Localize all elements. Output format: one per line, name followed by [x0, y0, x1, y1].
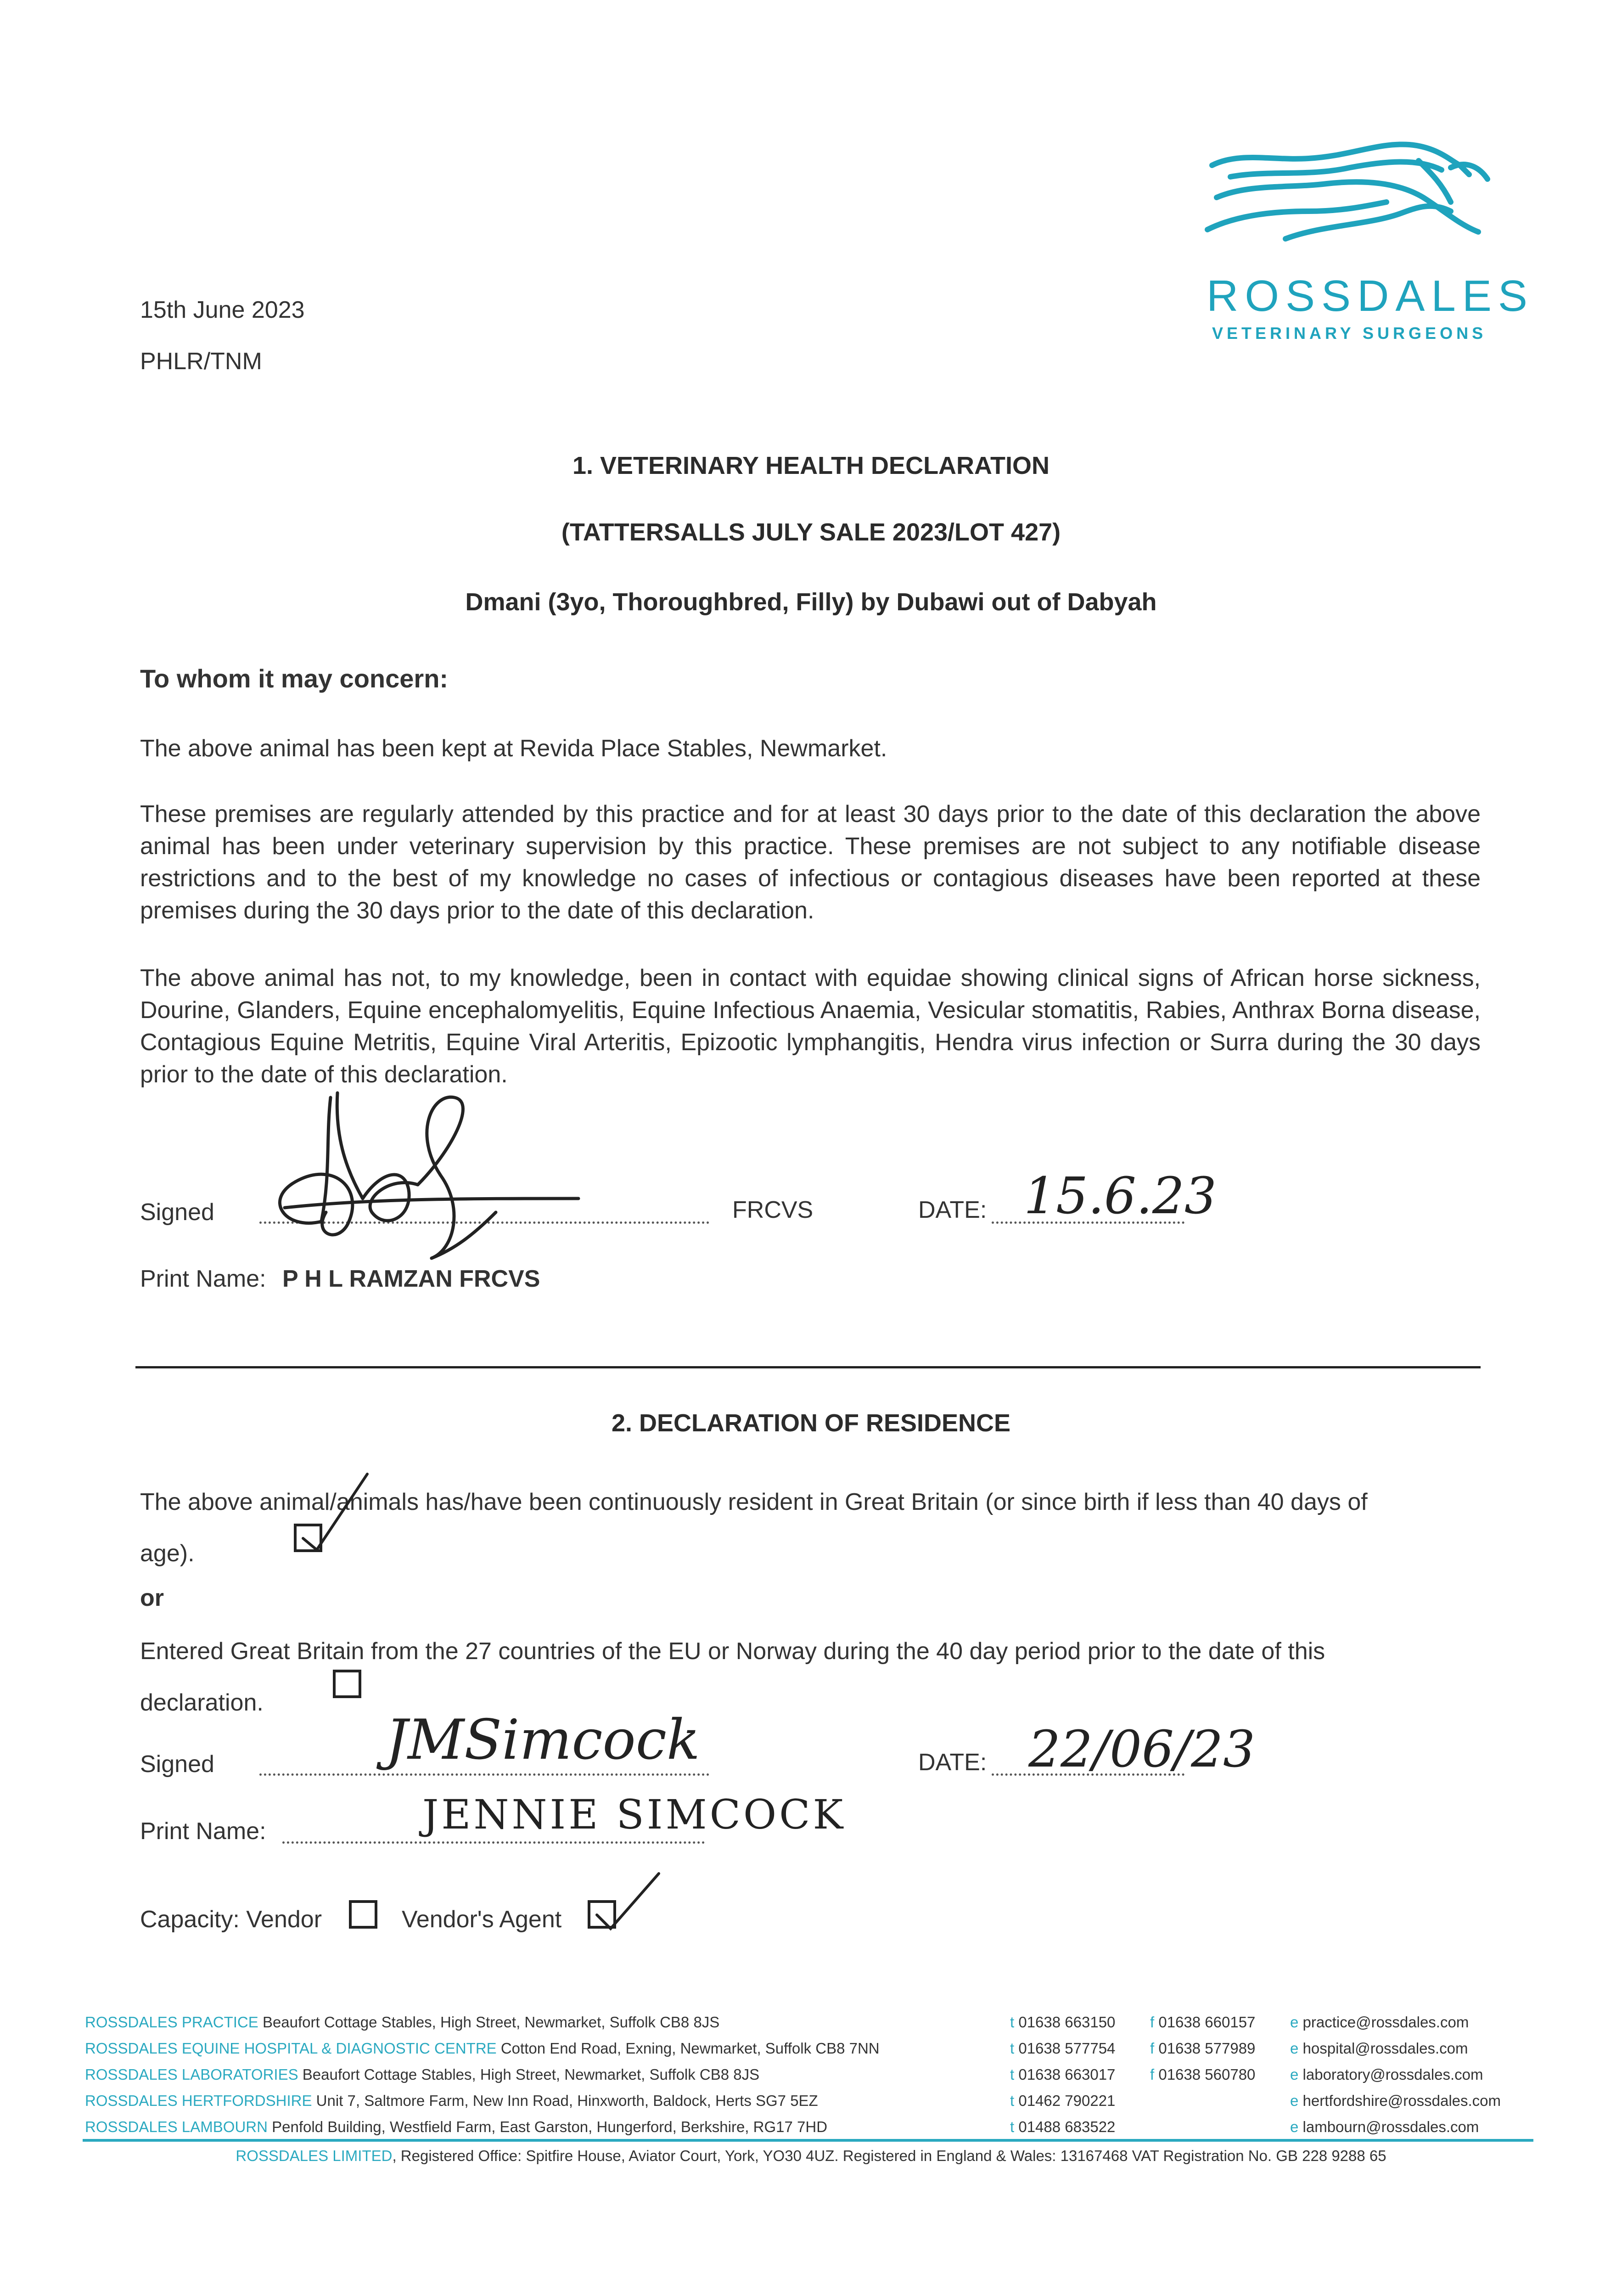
- footer-tel: [1010, 2040, 1115, 2057]
- footer-fax-value: 01638 660157: [1158, 2014, 1256, 2031]
- footer-org: ROSSDALES PRACTICE: [85, 2014, 258, 2031]
- footer-address: Penfold Building, Westfield Farm, East Garston, Hungerford, Berkshire, RG17 7HD: [272, 2118, 828, 2135]
- footer-rule: [83, 2139, 1533, 2142]
- signed-label-2: Signed: [140, 1751, 214, 1778]
- section-divider: [135, 1366, 1481, 1368]
- footer-tel-prefix: t: [1010, 2092, 1015, 2109]
- footer-tel: [1010, 2014, 1115, 2031]
- section1-title: 1. VETERINARY HEALTH DECLARATION: [572, 452, 1050, 479]
- residence-option1-text: The above animal/animals has/have been continuously resident in Great Britain (or since birth if less than 40 days of age).: [140, 1489, 1368, 1567]
- logo-tagline: VETERINARY SURGEONS: [1212, 324, 1487, 343]
- print-name-line-2: [282, 1841, 705, 1844]
- vendor-checkbox[interactable]: [349, 1900, 377, 1929]
- footer-org: ROSSDALES EQUINE HOSPITAL & DIAGNOSTIC CENTRE: [85, 2040, 497, 2057]
- paragraph-disease-contact: The above animal has not, to my knowledge, been in contact with equidae showing clinical signs of African horse sickness, Dourine, Glanders, Equine encephalomyelitis, Equine Infectious Anaemia, Vesicular stomatitis, Rabies, Anthrax Borna disease, Contagious Equine Metritis, Equine Viral Arteritis, Epizootic lymphangitis, Hendra virus infection or Surra during the 30 days prior to the date of this declaration.: [140, 965, 1481, 1088]
- letter-date: 15th June 2023: [140, 297, 305, 323]
- footer-email-value: hospital@rossdales.com: [1302, 2040, 1468, 2057]
- footer-row: [85, 2092, 818, 2110]
- paragraph-location: The above animal has been kept at Revida Place Stables, Newmarket.: [140, 735, 887, 762]
- footer-email-value: practice@rossdales.com: [1302, 2014, 1469, 2031]
- footer-fax-value: 01638 577989: [1158, 2040, 1256, 2057]
- footer-tel-value: 01638 577754: [1018, 2040, 1116, 2057]
- date-label-1: DATE:: [918, 1197, 987, 1223]
- footer-tel-prefix: t: [1010, 2014, 1015, 2031]
- residence-option2-text: Entered Great Britain from the 27 countries of the EU or Norway during the 40 day period prior to the date of this declaration.: [140, 1638, 1325, 1716]
- paragraph-supervision: These premises are regularly attended by this practice and for at least 30 days prior to the date of this declaration the above animal has been under veterinary supervision by this practice. These premises are not subject to any notifiable disease restrictions and to the best of my knowledge no cases of infectious or contagious diseases have been reported at these premises during the 30 days prior to the date of this declaration.: [140, 801, 1481, 924]
- footer-tel-prefix: t: [1010, 2040, 1015, 2057]
- footer-registration: [0, 2147, 1622, 2165]
- print-name-label-1: Print Name:: [140, 1266, 266, 1292]
- footer-tel-prefix: t: [1010, 2118, 1015, 2135]
- footer-tel: [1010, 2092, 1115, 2110]
- footer-address: Cotton End Road, Exning, Newmarket, Suffolk CB8 7NN: [500, 2040, 880, 2057]
- footer-tel: [1010, 2066, 1115, 2083]
- frcvs-label: FRCVS: [732, 1197, 814, 1223]
- footer-email[interactable]: [1290, 2040, 1468, 2057]
- signature-line-2: [259, 1773, 709, 1776]
- vet-signature: [257, 1084, 588, 1277]
- agent-date-handwritten: 22/06/23: [1028, 1720, 1256, 1778]
- horse-description: Dmani (3yo, Thoroughbred, Filly) by Dubawi out of Dabyah: [465, 588, 1157, 616]
- footer-email[interactable]: [1290, 2066, 1483, 2083]
- footer-fax-prefix: f: [1150, 2066, 1155, 2083]
- footer-fax-prefix: f: [1150, 2014, 1155, 2031]
- footer-email-value: lambourn@rossdales.com: [1302, 2118, 1479, 2135]
- footer-org: ROSSDALES LABORATORIES: [85, 2066, 298, 2083]
- footer-fax: [1150, 2066, 1255, 2083]
- letter-reference: PHLR/TNM: [140, 348, 262, 375]
- salutation: To whom it may concern:: [140, 664, 449, 693]
- print-name-value-2: JENNIE SIMCOCK: [422, 1791, 846, 1838]
- footer-email[interactable]: [1290, 2014, 1469, 2031]
- horse-logo-icon: [1203, 133, 1497, 271]
- footer-tel: [1010, 2118, 1115, 2136]
- footer-row: [85, 2118, 827, 2136]
- footer-tel-prefix: t: [1010, 2066, 1015, 2083]
- footer-email-prefix: e: [1290, 2092, 1299, 2109]
- footer-row: [85, 2040, 880, 2057]
- checkmark-icon: [592, 1869, 666, 1942]
- footer-limited-org: ROSSDALES LIMITED: [236, 2147, 393, 2164]
- footer-org: ROSSDALES HERTFORDSHIRE: [85, 2092, 312, 2109]
- residence-option2-checkbox[interactable]: [333, 1670, 361, 1698]
- checkmark-icon: [298, 1469, 376, 1561]
- section2-title: 2. DECLARATION OF RESIDENCE: [611, 1409, 1011, 1437]
- capacity-label: Capacity: Vendor: [140, 1906, 322, 1933]
- footer-email-prefix: e: [1290, 2040, 1299, 2057]
- agent-signature: JMSimcock: [386, 1708, 700, 1772]
- footer-fax-value: 01638 560780: [1158, 2066, 1256, 2083]
- footer-email-prefix: e: [1290, 2066, 1299, 2083]
- signed-label: Signed: [140, 1199, 214, 1226]
- footer-email-value: laboratory@rossdales.com: [1302, 2066, 1483, 2083]
- or-label: or: [140, 1585, 164, 1611]
- footer-fax: [1150, 2040, 1255, 2057]
- print-name-value-1: P H L RAMZAN FRCVS: [282, 1266, 540, 1292]
- footer-tel-value: 01638 663017: [1018, 2066, 1116, 2083]
- footer-row: [85, 2014, 719, 2031]
- vet-date-handwritten: 15.6.23: [1024, 1166, 1217, 1225]
- section1-subtitle: (TATTERSALLS JULY SALE 2023/LOT 427): [561, 518, 1061, 546]
- footer-fax-prefix: f: [1150, 2040, 1155, 2057]
- footer-email-prefix: e: [1290, 2014, 1299, 2031]
- footer-tel-value: 01488 683522: [1018, 2118, 1116, 2135]
- footer-email-value: hertfordshire@rossdales.com: [1302, 2092, 1501, 2109]
- footer-address: Beaufort Cottage Stables, High Street, Newmarket, Suffolk CB8 8JS: [262, 2014, 720, 2031]
- rossdales-logo: [1203, 133, 1534, 354]
- footer-org: ROSSDALES LAMBOURN: [85, 2118, 268, 2135]
- footer-fax: [1150, 2014, 1255, 2031]
- footer-row: [85, 2066, 759, 2083]
- footer-address: Unit 7, Saltmore Farm, New Inn Road, Hinxworth, Baldock, Herts SG7 5EZ: [316, 2092, 818, 2109]
- footer-email[interactable]: [1290, 2092, 1501, 2110]
- print-name-label-2: Print Name:: [140, 1818, 266, 1845]
- vendor-agent-label: Vendor's Agent: [402, 1906, 562, 1933]
- footer-email[interactable]: [1290, 2118, 1479, 2136]
- footer-tel-value: 01638 663150: [1018, 2014, 1116, 2031]
- footer-address: Beaufort Cottage Stables, High Street, Newmarket, Suffolk CB8 8JS: [302, 2066, 760, 2083]
- logo-name: ROSSDALES: [1207, 271, 1534, 321]
- footer-tel-value: 01462 790221: [1018, 2092, 1116, 2109]
- footer-limited-text: , Registered Office: Spitfire House, Aviator Court, York, YO30 4UZ. Registered in England & Wales: 13167468 VAT Registration No. GB 228 9288 65: [392, 2147, 1386, 2164]
- date-label-2: DATE:: [918, 1749, 987, 1776]
- footer-email-prefix: e: [1290, 2118, 1299, 2135]
